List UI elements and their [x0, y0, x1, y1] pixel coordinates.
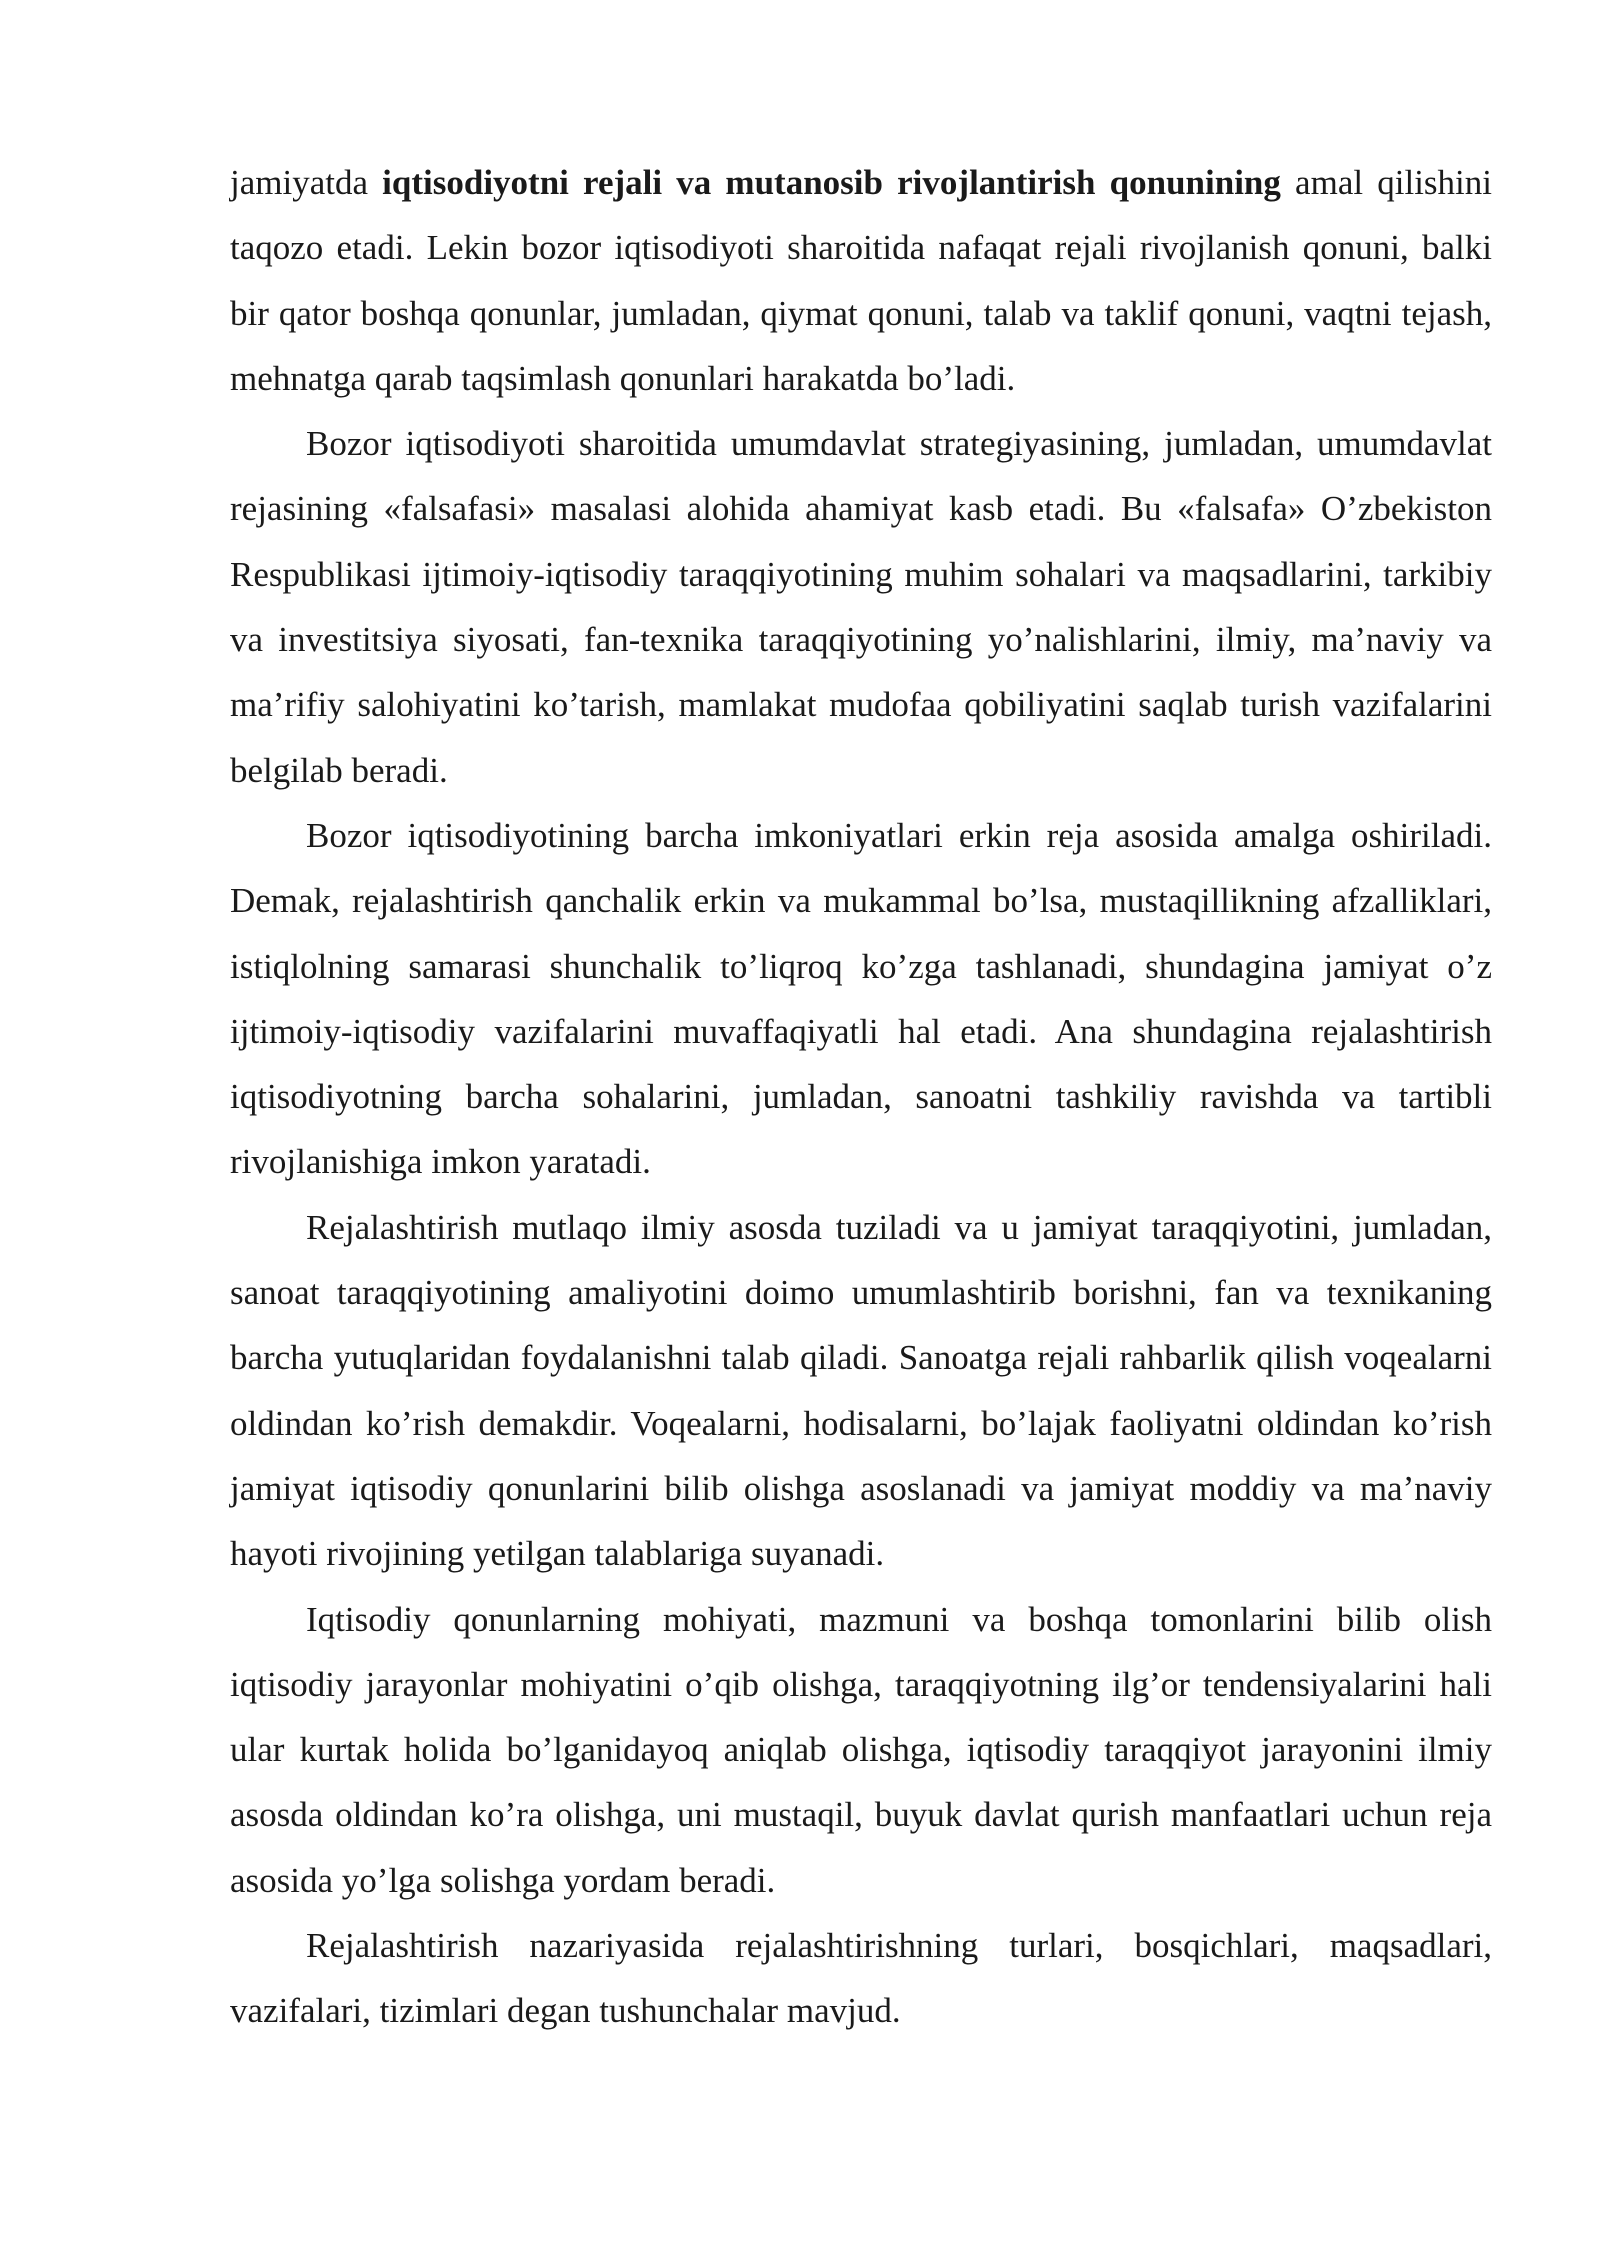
document-page [230, 150, 1492, 2044]
paragraph-1-rest: amal qilishini taqozo etadi. Lekin bozor iqtisodiyoti sharoitida nafaqat rejali rivojlanish qonuni, balki bir qator boshqa qonunlar, jumladan, qiymat qonuni, talab va taklif qonuni, vaqtni tejash, mehnatga qarab taqsimlash qonunlari harakatda bo’ladi. [230, 163, 1492, 398]
paragraph-3: Bozor iqtisodiyotining barcha imkoniyatlari erkin reja asosida amalga oshiriladi. Demak, rejalashtirish qanchalik erkin va mukammal bo’lsa, mustaqillikning afzalliklari, istiqlolning samarasi shunchalik to’liqroq ko’zga tashlanadi, shundagina jamiyat o’z ijtimoiy-iqtisodiy vazifalarini muvaffaqiyatli hal etadi. Ana shundagina rejalashtirish iqtisodiyotning barcha sohalarini, jumladan, sanoatni tashkiliy ravishda va tartibli rivojlanishiga imkon yaratadi. [230, 815, 1492, 1182]
paragraph-1-bold-term: iqtisodiyotni rejali va mutanosib rivojlantirish qonunining [382, 163, 1281, 202]
paragraph-1-lead: jamiyatda [230, 163, 383, 202]
paragraph-1 [230, 150, 1492, 411]
paragraph-2: Bozor iqtisodiyoti sharoitida umumdavlat strategiyasining, jumladan, umumdavlat rejasining «falsafasi» masalasi alohida ahamiyat kasb etadi. Bu «falsafa» O’zbekiston Respublikasi ijtimoiy-iqtisodiy taraqqiyotining muhim sohalari va maqsadlarini, tarkibiy va investitsiya siyosati, fan-texnika taraqqiyotining yo’nalishlarini, ilmiy, ma’naviy va ma’rifiy salohiyatini ko’tarish, mamlakat mudofaa qobiliyatini saqlab turish vazifalarini belgilab beradi. [230, 424, 1492, 790]
paragraph-5: Iqtisodiy qonunlarning mohiyati, mazmuni va boshqa tomonlarini bilib olish iqtisodiy jarayonlar mohiyatini o’qib olishga, taraqqiyotning ilg’or tendensiyalarini hali ular kurtak holida bo’lganidayoq aniqlab olishga, iqtisodiy taraqqiyot jarayonini ilmiy asosda oldindan ko’ra olishga, uni mustaqil, buyuk davlat qurish manfaatlari uchun reja asosida yo’lga solishga yordam beradi. [230, 1599, 1492, 1900]
paragraph-4: Rejalashtirish mutlaqo ilmiy asosda tuziladi va u jamiyat taraqqiyotini, jumladan, sanoat taraqqiyotining amaliyotini doimo umumlashtirib borishni, fan va texnikaning barcha yutuqlaridan foydalanishni talab qiladi. Sanoatga rejali rahbarlik qilish voqealarni oldindan ko’rish demakdir. Voqealarni, hodisalarni, bo’lajak faoliyatni oldindan ko’rish jamiyat iqtisodiy qonunlarini bilib olishga asoslanadi va jamiyat moddiy va ma’naviy hayoti rivojining yetilgan talablariga suyanadi. [230, 1207, 1492, 1574]
paragraph-6: Rejalashtirish nazariyasida rejalashtirishning turlari, bosqichlari, maqsadlari, vazifalari, tizimlari degan tushunchalar mavjud. [230, 1926, 1492, 2031]
